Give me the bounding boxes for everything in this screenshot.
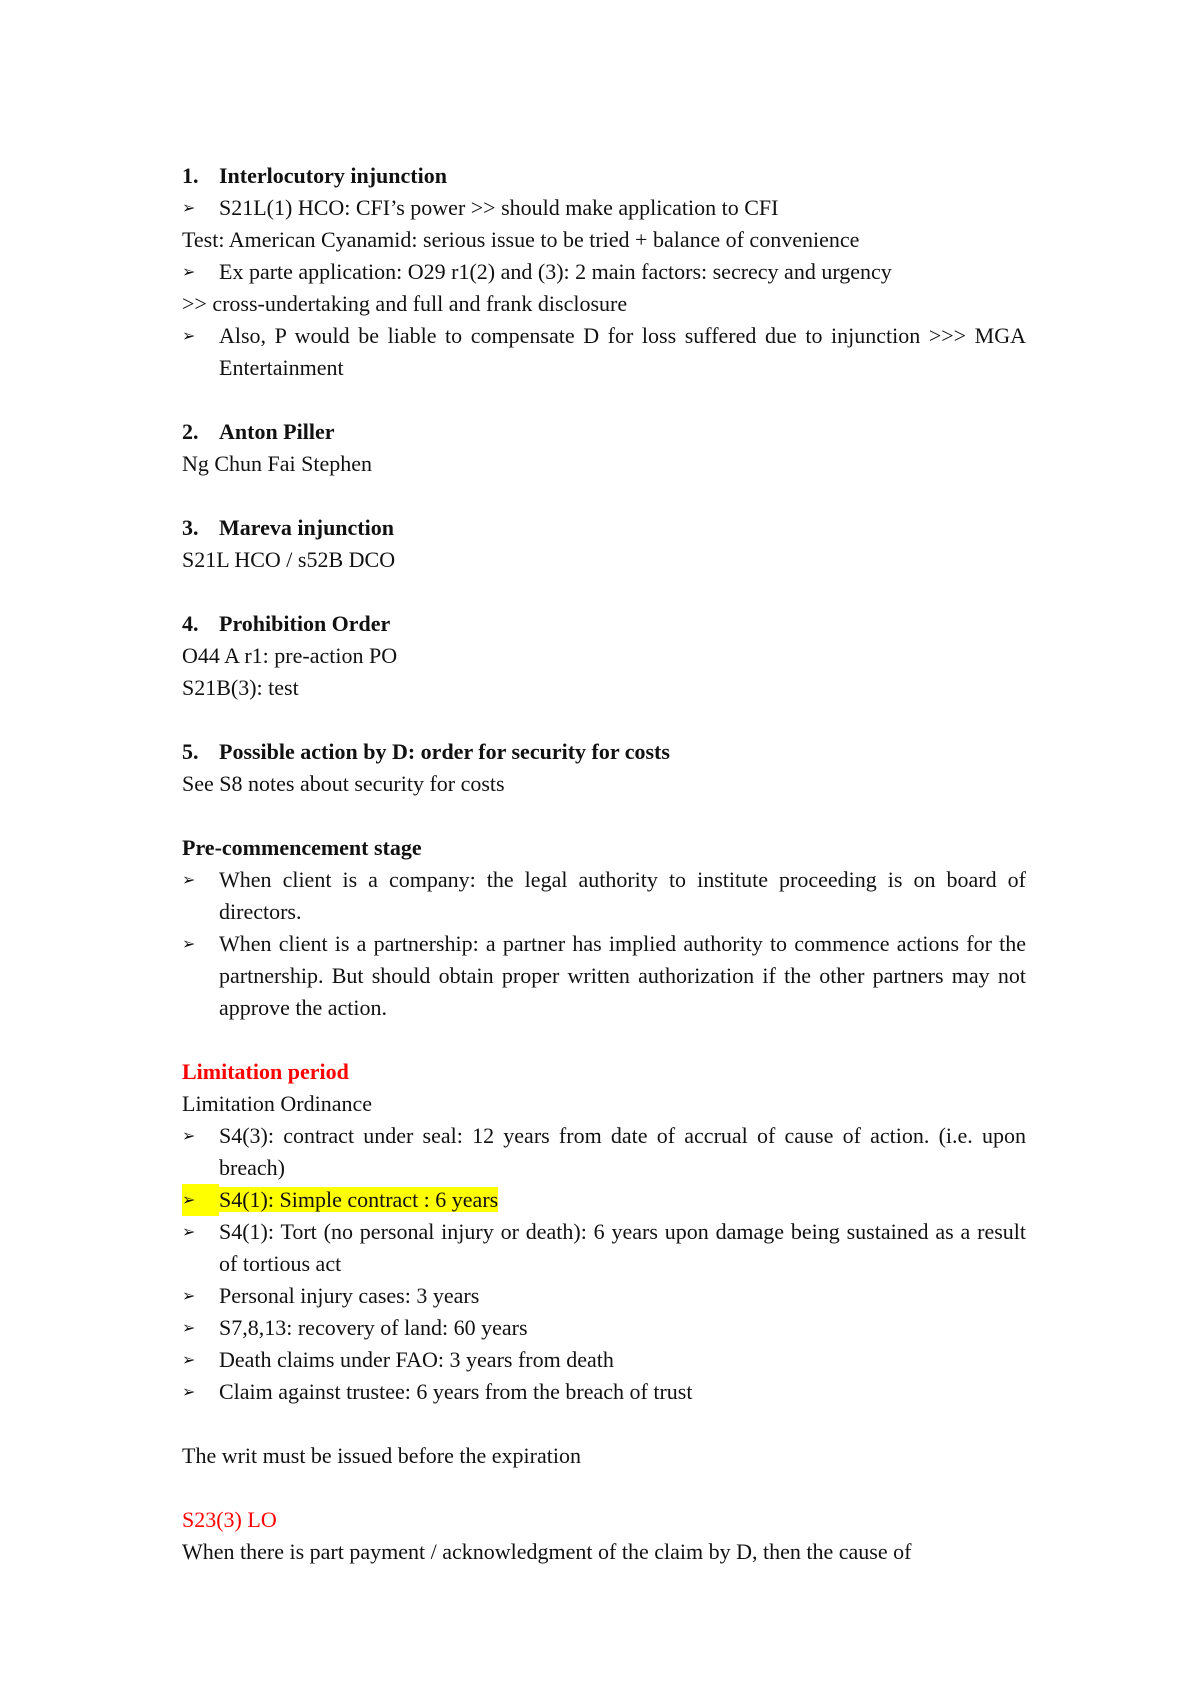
arrow-bullet-icon: ➢ bbox=[182, 1222, 196, 1241]
bullet-text: S7,8,13: recovery of land: 60 years bbox=[219, 1315, 528, 1340]
arrow-bullet-icon: ➢ bbox=[182, 326, 196, 345]
bullet-text: S4(1): Tort (no personal injury or death): 6 years upon damage being sustained as a result of tortious act bbox=[219, 1219, 1026, 1276]
limitation-heading: Limitation period bbox=[182, 1059, 349, 1084]
arrow-bullet-icon: ➢ bbox=[182, 870, 196, 889]
paragraph: >> cross-undertaking and full and frank disclosure bbox=[182, 291, 628, 316]
arrow-bullet-icon: ➢ bbox=[182, 198, 196, 217]
section-title: Mareva injunction bbox=[219, 515, 394, 540]
paragraph: Limitation Ordinance bbox=[182, 1091, 372, 1116]
bullet-item-highlighted bbox=[182, 1184, 1026, 1216]
bullet-item bbox=[182, 928, 1026, 1024]
section-number: 4. bbox=[182, 611, 199, 636]
bullet-item bbox=[182, 192, 1026, 224]
section-number: 1. bbox=[182, 163, 199, 188]
bullet-item bbox=[182, 864, 1026, 928]
paragraph: When there is part payment / acknowledgment of the claim by D, then the cause of bbox=[182, 1539, 912, 1564]
section-title: Interlocutory injunction bbox=[219, 163, 447, 188]
bullet-text: Ex parte application: O29 r1(2) and (3): 2 main factors: secrecy and urgency bbox=[219, 259, 892, 284]
section-number: 2. bbox=[182, 419, 199, 444]
paragraph: S21L HCO / s52B DCO bbox=[182, 547, 396, 572]
section-title: Anton Piller bbox=[219, 419, 335, 444]
section-4-heading bbox=[182, 608, 1026, 640]
bullet-item bbox=[182, 256, 1026, 288]
bullet-text: When client is a partnership: a partner has implied authority to commence actions for the partnership. But should obtain proper written authorization if the other partners may not approve the action. bbox=[219, 931, 1026, 1020]
bullet-item bbox=[182, 1280, 1026, 1312]
arrow-bullet-icon: ➢ bbox=[182, 1286, 196, 1305]
bullet-item bbox=[182, 1216, 1026, 1280]
bullet-item bbox=[182, 1120, 1026, 1184]
arrow-bullet-icon: ➢ bbox=[182, 262, 196, 281]
bullet-item bbox=[182, 1312, 1026, 1344]
section-5-heading bbox=[182, 736, 1026, 768]
bullet-item bbox=[182, 320, 1026, 384]
paragraph: The writ must be issued before the expiration bbox=[182, 1443, 581, 1468]
section-2-heading bbox=[182, 416, 1026, 448]
section-title: Prohibition Order bbox=[219, 611, 391, 636]
paragraph: O44 A r1: pre-action PO bbox=[182, 643, 398, 668]
bullet-text: Also, P would be liable to compensate D for loss suffered due to injunction >>> MGA Entertainment bbox=[219, 323, 1026, 380]
bullet-text: S21L(1) HCO: CFI’s power >> should make application to CFI bbox=[219, 195, 779, 220]
bullet-text: Death claims under FAO: 3 years from death bbox=[219, 1347, 614, 1372]
arrow-bullet-icon: ➢ bbox=[182, 1382, 196, 1401]
section-title: Possible action by D: order for security for costs bbox=[219, 739, 670, 764]
paragraph: Ng Chun Fai Stephen bbox=[182, 451, 373, 476]
bullet-item bbox=[182, 1344, 1026, 1376]
highlighted-text: S4(1): Simple contract : 6 years bbox=[219, 1187, 499, 1212]
paragraph: Test: American Cyanamid: serious issue to be tried + balance of convenience bbox=[182, 227, 860, 252]
document-body bbox=[182, 160, 1026, 1568]
s23-heading: S23(3) LO bbox=[182, 1507, 277, 1532]
bullet-text: S4(3): contract under seal: 12 years from date of accrual of cause of action. (i.e. upon breach) bbox=[219, 1123, 1026, 1180]
arrow-bullet-icon: ➢ bbox=[182, 1126, 196, 1145]
arrow-bullet-icon: ➢ bbox=[182, 1184, 219, 1216]
arrow-bullet-icon: ➢ bbox=[182, 1318, 196, 1337]
section-number: 5. bbox=[182, 739, 199, 764]
paragraph: S21B(3): test bbox=[182, 675, 299, 700]
bullet-text: Personal injury cases: 3 years bbox=[219, 1283, 480, 1308]
arrow-bullet-icon: ➢ bbox=[182, 934, 196, 953]
bullet-item bbox=[182, 1376, 1026, 1408]
section-3-heading bbox=[182, 512, 1026, 544]
arrow-bullet-icon: ➢ bbox=[182, 1350, 196, 1369]
precommencement-heading: Pre-commencement stage bbox=[182, 835, 422, 860]
paragraph: See S8 notes about security for costs bbox=[182, 771, 505, 796]
section-number: 3. bbox=[182, 515, 199, 540]
section-1-heading bbox=[182, 160, 1026, 192]
bullet-text: When client is a company: the legal authority to institute proceeding is on board of directors. bbox=[219, 867, 1026, 924]
bullet-text: Claim against trustee: 6 years from the breach of trust bbox=[219, 1379, 693, 1404]
